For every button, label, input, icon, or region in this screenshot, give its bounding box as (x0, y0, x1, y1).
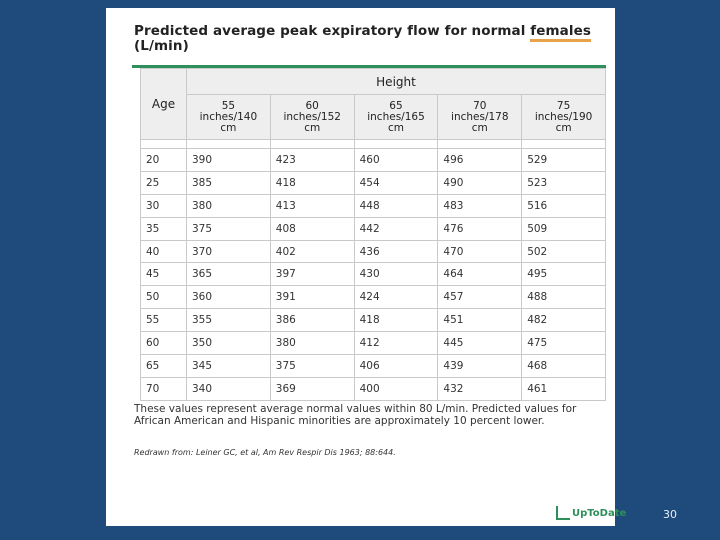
logo-mark-icon (556, 506, 570, 520)
table-row (141, 217, 606, 240)
column-header-line: cm (555, 121, 572, 134)
column-header (522, 95, 606, 140)
slide-card (106, 8, 627, 526)
column-header-line: cm (387, 121, 404, 134)
column-header-line: 55 (221, 99, 236, 112)
flow-value-cell: 490 (438, 171, 522, 194)
flow-value-cell: 386 (270, 309, 354, 332)
flow-value-cell: 340 (187, 377, 271, 400)
flow-value-cell: 380 (270, 332, 354, 355)
column-header (270, 95, 354, 140)
flow-value-cell: 350 (187, 332, 271, 355)
footnote: These values represent average normal values within 80 L/min. Predicted values for African American and Hispanic minorities are approximately 10 percent lower. (134, 403, 577, 427)
column-header-line: 60 (305, 99, 319, 112)
table-row (141, 286, 606, 309)
flow-value-cell: 400 (354, 377, 438, 400)
column-header (438, 95, 522, 140)
flow-value-cell: 406 (354, 355, 438, 378)
age-cell: 35 (141, 217, 187, 240)
column-header-line: inches/190 (534, 110, 593, 123)
flow-value-cell: 385 (187, 171, 271, 194)
flow-value-cell: 390 (187, 149, 271, 172)
title-highlight: females (530, 23, 591, 42)
flow-value-cell: 502 (522, 240, 606, 263)
flow-value-cell: 436 (354, 240, 438, 263)
flow-value-cell: 496 (438, 149, 522, 172)
column-header-line: 70 (473, 99, 487, 112)
flow-value-cell: 375 (187, 217, 271, 240)
age-cell: 70 (141, 377, 187, 400)
flow-value-cell: 360 (187, 286, 271, 309)
age-cell: 65 (141, 355, 187, 378)
table-row (141, 309, 606, 332)
table-row (141, 149, 606, 172)
citation: Redrawn from: Leiner GC, et al, Am Rev Respir Dis 1963; 88:644. (134, 448, 396, 457)
flow-value-cell: 418 (270, 171, 354, 194)
table-row (141, 263, 606, 286)
flow-value-cell: 516 (522, 194, 606, 217)
flow-value-cell: 464 (438, 263, 522, 286)
flow-value-cell: 470 (438, 240, 522, 263)
page-title (134, 24, 604, 54)
flow-value-cell: 482 (522, 309, 606, 332)
flow-value-cell: 370 (187, 240, 271, 263)
flow-value-cell: 448 (354, 194, 438, 217)
flow-value-cell: 424 (354, 286, 438, 309)
column-header-line: cm (304, 121, 321, 134)
flow-value-cell: 430 (354, 263, 438, 286)
table-row (141, 194, 606, 217)
flow-value-cell: 423 (270, 149, 354, 172)
age-cell: 50 (141, 286, 187, 309)
height-header: Height (187, 69, 606, 95)
column-header-line: cm (471, 121, 488, 134)
flow-value-cell: 488 (522, 286, 606, 309)
age-cell: 45 (141, 263, 187, 286)
column-header-line: inches/165 (367, 110, 425, 123)
table-row (141, 171, 606, 194)
age-cell: 60 (141, 332, 187, 355)
flow-value-cell: 442 (354, 217, 438, 240)
uptodate-logo (556, 503, 626, 523)
flow-value-cell: 523 (522, 171, 606, 194)
flow-value-cell: 369 (270, 377, 354, 400)
flow-value-cell: 413 (270, 194, 354, 217)
table-row (141, 240, 606, 263)
column-header (354, 95, 438, 140)
flow-value-cell: 461 (522, 377, 606, 400)
column-header-line: 75 (556, 99, 571, 112)
age-header: Age (141, 69, 187, 140)
flow-value-cell: 483 (438, 194, 522, 217)
age-cell: 55 (141, 309, 187, 332)
flow-value-cell: 391 (270, 286, 354, 309)
flow-value-cell: 432 (438, 377, 522, 400)
column-header-line: inches/140 (199, 110, 258, 123)
title-prefix: Predicted average peak expiratory flow for normal (134, 23, 531, 39)
flow-value-cell: 375 (270, 355, 354, 378)
flow-value-cell: 509 (522, 217, 606, 240)
column-header-line: inches/152 (283, 110, 341, 123)
flow-value-cell: 457 (438, 286, 522, 309)
table-spacer (141, 140, 606, 149)
age-cell: 25 (141, 171, 187, 194)
age-cell: 40 (141, 240, 187, 263)
flow-value-cell: 529 (522, 149, 606, 172)
column-header-line: cm (220, 121, 237, 134)
age-cell: 30 (141, 194, 187, 217)
table-row (141, 332, 606, 355)
flow-value-cell: 402 (270, 240, 354, 263)
logo-text: UpToDate (572, 507, 627, 519)
slide-number: 30 (663, 508, 677, 521)
flow-value-cell: 445 (438, 332, 522, 355)
flow-value-cell: 451 (438, 309, 522, 332)
flow-value-cell: 345 (187, 355, 271, 378)
flow-value-cell: 412 (354, 332, 438, 355)
flow-value-cell: 475 (522, 332, 606, 355)
flow-value-cell: 380 (187, 194, 271, 217)
column-header-line: inches/178 (451, 110, 509, 123)
flow-value-cell: 397 (270, 263, 354, 286)
flow-value-cell: 454 (354, 171, 438, 194)
flow-value-cell: 439 (438, 355, 522, 378)
table-row (141, 355, 606, 378)
age-cell: 20 (141, 149, 187, 172)
flow-value-cell: 365 (187, 263, 271, 286)
flow-value-cell: 495 (522, 263, 606, 286)
title-suffix: (L/min) (134, 38, 189, 54)
flow-value-cell: 468 (522, 355, 606, 378)
table-row (141, 377, 606, 400)
peak-flow-table (140, 68, 606, 401)
flow-value-cell: 476 (438, 217, 522, 240)
flow-value-cell: 460 (354, 149, 438, 172)
flow-value-cell: 408 (270, 217, 354, 240)
flow-value-cell: 418 (354, 309, 438, 332)
column-header-line: 65 (389, 99, 403, 112)
flow-value-cell: 355 (187, 309, 271, 332)
column-header (187, 95, 271, 140)
